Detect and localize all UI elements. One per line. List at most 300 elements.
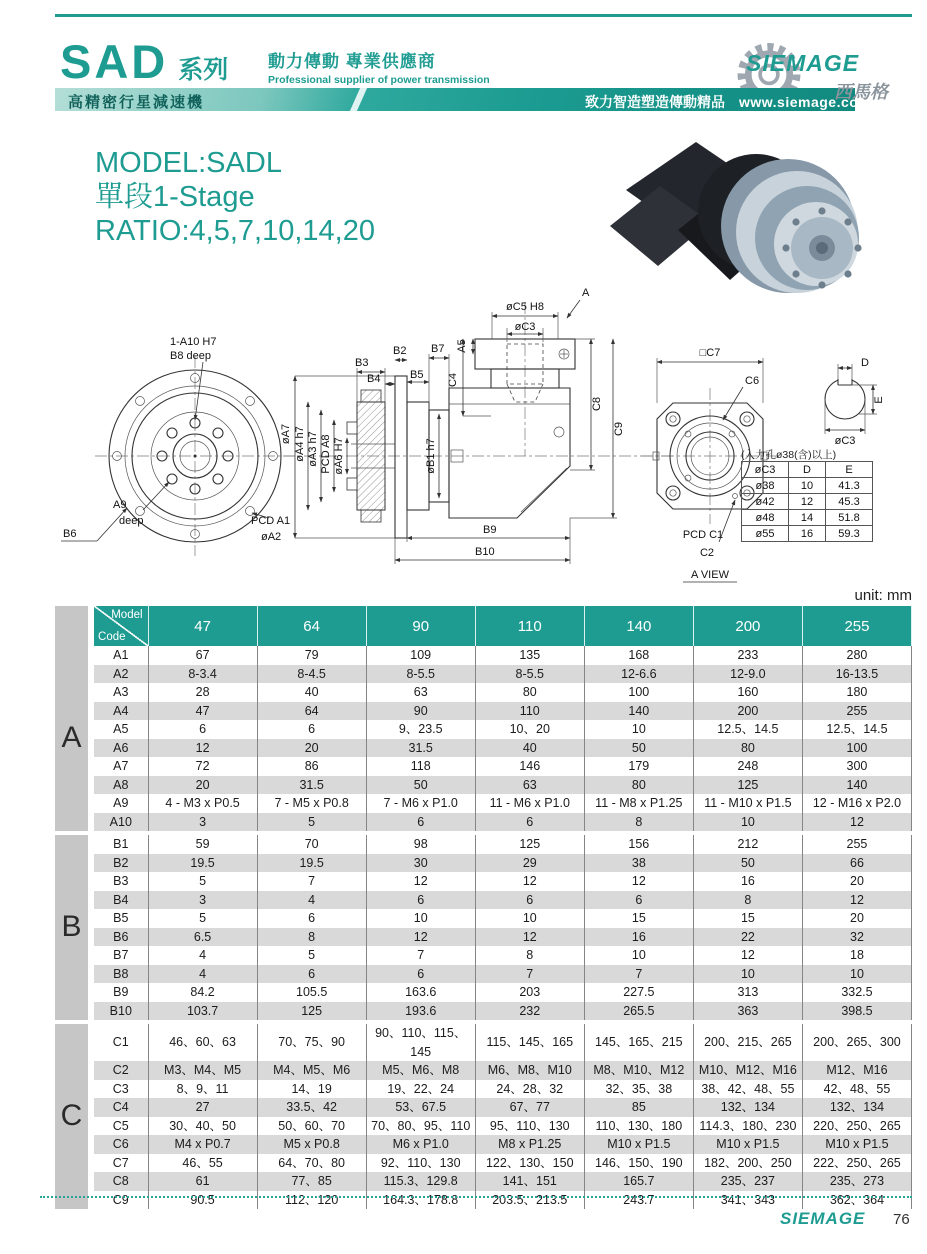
- row-code: B10: [91, 1002, 148, 1021]
- spec-cell: 8-4.5: [257, 665, 366, 684]
- dim-label-fv-hole: 1-A10 H7: [170, 336, 217, 348]
- row-code: A6: [91, 739, 148, 758]
- model-name: MODEL:SADL: [95, 147, 282, 179]
- band-subtitle-right: [585, 92, 871, 112]
- table-row: [55, 928, 912, 947]
- series-title: [60, 34, 228, 89]
- bore-cell: 14: [789, 510, 826, 526]
- table-row: [55, 1191, 912, 1210]
- section-label: A: [55, 646, 91, 831]
- table-row: [55, 1117, 912, 1136]
- section-view: [280, 287, 675, 564]
- spec-cell: 38: [584, 854, 693, 873]
- dim-label-d: D: [861, 357, 869, 369]
- spec-cell: M10 x P1.5: [584, 1135, 693, 1154]
- view-pointer-a: A: [582, 287, 590, 299]
- spec-cell: 220、250、265: [802, 1117, 911, 1136]
- spec-cell: 50: [584, 739, 693, 758]
- spec-cell: 46、55: [148, 1154, 257, 1173]
- spec-cell: 193.6: [366, 1002, 475, 1021]
- spec-cell: 64、70、80: [257, 1154, 366, 1173]
- bore-cell: 16: [789, 526, 826, 542]
- spec-cell: 180: [802, 683, 911, 702]
- table-row: [55, 1098, 912, 1117]
- table-row: [55, 1172, 912, 1191]
- spec-cell: 12: [366, 872, 475, 891]
- spec-cell: 85: [584, 1098, 693, 1117]
- spec-cell: 200、265、300: [802, 1024, 911, 1061]
- spec-cell: 280: [802, 646, 911, 665]
- spec-cell: 203: [475, 983, 584, 1002]
- spec-cell: 8: [257, 928, 366, 947]
- spec-cell: M8 x P1.25: [475, 1135, 584, 1154]
- spec-cell: 10、20: [475, 720, 584, 739]
- table-row: [55, 646, 912, 665]
- spec-cell: M4、M5、M6: [257, 1061, 366, 1080]
- spec-cell: 33.5、42: [257, 1098, 366, 1117]
- tagline-cn: 動力傳動 專業供應商: [268, 52, 436, 71]
- spec-cell: 110、130、180: [584, 1117, 693, 1136]
- spec-cell: 10: [584, 720, 693, 739]
- spec-cell: 110: [475, 702, 584, 721]
- spec-cell: 29: [475, 854, 584, 873]
- bore-row: [742, 494, 873, 510]
- spec-cell: 84.2: [148, 983, 257, 1002]
- dim-label-b10: B10: [475, 546, 495, 558]
- spec-cell: 90: [366, 702, 475, 721]
- row-code: A8: [91, 776, 148, 795]
- table-row: [55, 983, 912, 1002]
- page-number: 76: [893, 1211, 910, 1228]
- spec-cell: 20: [257, 739, 366, 758]
- spec-cell: 19.5: [148, 854, 257, 873]
- row-code: A5: [91, 720, 148, 739]
- bore-cell: ø42: [742, 494, 789, 510]
- row-code: B6: [91, 928, 148, 947]
- spec-cell: 243.7: [584, 1191, 693, 1210]
- table-row: [55, 1024, 912, 1061]
- spec-cell: 16: [693, 872, 802, 891]
- spec-cell: 156: [584, 835, 693, 854]
- spec-cell: 12: [802, 891, 911, 910]
- spec-cell: 140: [584, 702, 693, 721]
- spec-cell: M5、M6、M8: [366, 1061, 475, 1080]
- bore-cell: 41.3: [826, 478, 873, 494]
- bore-cell: 59.3: [826, 526, 873, 542]
- spec-cell: 6: [257, 965, 366, 984]
- table-row: [55, 739, 912, 758]
- spec-cell: 95、110、130: [475, 1117, 584, 1136]
- spec-cell: 341、343: [693, 1191, 802, 1210]
- spec-cell: 6: [366, 965, 475, 984]
- spec-cell: 20: [802, 872, 911, 891]
- spec-cell: 12 - M16 x P2.0: [802, 794, 911, 813]
- spec-cell: 146、150、190: [584, 1154, 693, 1173]
- bore-column-header: øC3: [742, 462, 789, 478]
- dim-label-pcd-a1: PCD A1: [251, 515, 291, 527]
- spec-cell: 125: [475, 835, 584, 854]
- spec-cell: 80: [475, 683, 584, 702]
- spec-cell: 3: [148, 891, 257, 910]
- spec-cell: 79: [257, 646, 366, 665]
- spec-cell: 40: [475, 739, 584, 758]
- dim-label-c4: C4: [447, 372, 459, 388]
- spec-section-A: [55, 646, 912, 831]
- spec-cell: 135: [475, 646, 584, 665]
- spec-cell: 15: [693, 909, 802, 928]
- column-header: 64: [257, 606, 366, 646]
- spec-cell: 140: [802, 776, 911, 795]
- row-code: B3: [91, 872, 148, 891]
- row-code: C9: [91, 1191, 148, 1210]
- bore-cell: 12: [789, 494, 826, 510]
- spec-cell: 12-9.0: [693, 665, 802, 684]
- spec-cell: M8、M10、M12: [584, 1061, 693, 1080]
- spec-cell: 362、364: [802, 1191, 911, 1210]
- row-code: B5: [91, 909, 148, 928]
- dim-label-c8: C8: [591, 396, 603, 412]
- column-header: 200: [693, 606, 802, 646]
- spec-cell: 50、60、70: [257, 1117, 366, 1136]
- dim-label-b6: B6: [63, 528, 77, 540]
- spec-cell: 255: [802, 835, 911, 854]
- dim-label-c5: øC5 H8: [506, 301, 544, 313]
- technical-drawing: [55, 284, 927, 588]
- spec-cell: 212: [693, 835, 802, 854]
- spec-cell: 8、9、11: [148, 1080, 257, 1099]
- spec-cell: 66: [802, 854, 911, 873]
- spec-cell: M6 x P1.0: [366, 1135, 475, 1154]
- row-code: B7: [91, 946, 148, 965]
- website-link[interactable]: www.siemage.com: [739, 94, 872, 110]
- dim-label-b3: B3: [355, 357, 369, 369]
- row-code: B8: [91, 965, 148, 984]
- spec-cell: 200、215、265: [693, 1024, 802, 1061]
- row-code: C4: [91, 1098, 148, 1117]
- corner-cell: [91, 606, 148, 646]
- dim-label-fv-hole2: B8 deep: [170, 350, 211, 362]
- spec-cell: 14、19: [257, 1080, 366, 1099]
- model-ratio: RATIO:4,5,7,10,14,20: [95, 215, 375, 247]
- band-slash: [349, 86, 368, 113]
- table-row: [55, 946, 912, 965]
- spec-cell: 90、110、115、145: [366, 1024, 475, 1061]
- shaft-detail: [825, 357, 885, 447]
- spec-cell: 50: [693, 854, 802, 873]
- spec-cell: 4 - M3 x P0.5: [148, 794, 257, 813]
- spec-cell: 313: [693, 983, 802, 1002]
- row-code: C2: [91, 1061, 148, 1080]
- spec-cell: 12-6.6: [584, 665, 693, 684]
- table-row: [55, 872, 912, 891]
- band-slogan: 致力智造塑造傳動精品: [585, 94, 725, 110]
- bore-cell: 51.8: [826, 510, 873, 526]
- spec-cell: 16-13.5: [802, 665, 911, 684]
- spec-cell: 10: [366, 909, 475, 928]
- spec-cell: 8: [693, 891, 802, 910]
- spec-cell: 53、67.5: [366, 1098, 475, 1117]
- spec-cell: 12: [366, 928, 475, 947]
- spec-cell: 160: [693, 683, 802, 702]
- spec-cell: 19、22、24: [366, 1080, 475, 1099]
- section-label: C: [55, 1024, 91, 1209]
- row-code: B1: [91, 835, 148, 854]
- table-row: [55, 891, 912, 910]
- spec-cell: 67、77: [475, 1098, 584, 1117]
- tagline-en: Professional supplier of power transmission: [268, 74, 490, 86]
- spec-cell: 6: [584, 891, 693, 910]
- view-title-a-view: A VIEW: [691, 569, 729, 581]
- spec-cell: 6.5: [148, 928, 257, 947]
- spec-cell: 77、85: [257, 1172, 366, 1191]
- band-subtitle-left: 高精密行星減速機: [68, 94, 205, 111]
- bore-cell: 45.3: [826, 494, 873, 510]
- spec-cell: 10: [475, 909, 584, 928]
- column-header: 90: [366, 606, 475, 646]
- spec-cell: 31.5: [257, 776, 366, 795]
- corner-model: Model: [111, 609, 143, 621]
- spec-cell: 10: [693, 965, 802, 984]
- corner-code: Code: [98, 631, 126, 643]
- spec-cell: 8-5.5: [475, 665, 584, 684]
- column-header: 140: [584, 606, 693, 646]
- row-code: C8: [91, 1172, 148, 1191]
- dim-label-b5: B5: [410, 369, 424, 381]
- spec-cell: 300: [802, 757, 911, 776]
- spec-cell: 235、273: [802, 1172, 911, 1191]
- spec-cell: 11 - M10 x P1.5: [693, 794, 802, 813]
- spec-cell: 5: [148, 909, 257, 928]
- spec-cell: 10: [584, 946, 693, 965]
- spec-cell: 12: [148, 739, 257, 758]
- spec-cell: 168: [584, 646, 693, 665]
- dim-label-oa2: øA2: [261, 531, 282, 543]
- row-code: C3: [91, 1080, 148, 1099]
- brand-wordmark: SIEMAGE: [746, 50, 860, 76]
- spec-cell: 6: [475, 813, 584, 832]
- spec-cell: 112、120: [257, 1191, 366, 1210]
- spec-cell: 38、42、48、55: [693, 1080, 802, 1099]
- spec-cell: 232: [475, 1002, 584, 1021]
- dim-label-a6: øA6 H7: [333, 437, 345, 475]
- table-row: [55, 1002, 912, 1021]
- model-stage: 單段1-Stage: [95, 181, 255, 213]
- dim-label-a9: A9: [113, 499, 127, 511]
- header-band: [55, 88, 872, 111]
- series-suffix: 系列: [178, 56, 229, 84]
- bore-cell: 10: [789, 478, 826, 494]
- row-code: B4: [91, 891, 148, 910]
- bore-cell: ø48: [742, 510, 789, 526]
- spec-cell: 265.5: [584, 1002, 693, 1021]
- table-row: [55, 835, 912, 854]
- footer-brand: SIEMAGE: [780, 1209, 866, 1228]
- spec-cell: 12: [693, 946, 802, 965]
- spec-cell: 47: [148, 702, 257, 721]
- spec-cell: 233: [693, 646, 802, 665]
- bore-cell: ø55: [742, 526, 789, 542]
- section-label: B: [55, 835, 91, 1020]
- row-code: C5: [91, 1117, 148, 1136]
- spec-cell: 7: [475, 965, 584, 984]
- dim-label-c3: øC3: [514, 321, 536, 333]
- unit-label: unit: mm: [854, 587, 912, 604]
- dim-label-pcd-c1: PCD C1: [682, 529, 724, 541]
- dim-label-a4: øA4 h7: [294, 426, 306, 462]
- spec-cell: 114.3、180、230: [693, 1117, 802, 1136]
- spec-cell: 332.5: [802, 983, 911, 1002]
- spec-cell: 61: [148, 1172, 257, 1191]
- spec-cell: 63: [366, 683, 475, 702]
- dim-label-a8: PCD A8: [320, 434, 332, 474]
- spec-cell: 72: [148, 757, 257, 776]
- spec-cell: 12.5、14.5: [693, 720, 802, 739]
- table-row: [55, 1061, 912, 1080]
- row-code: B2: [91, 854, 148, 873]
- spec-cell: 141、151: [475, 1172, 584, 1191]
- spec-cell: M3、M4、M5: [148, 1061, 257, 1080]
- section-band-header: [55, 606, 91, 646]
- spec-cell: 18: [802, 946, 911, 965]
- table-row: [55, 776, 912, 795]
- spec-cell: 255: [802, 702, 911, 721]
- bore-row: [742, 510, 873, 526]
- table-row: [55, 1135, 912, 1154]
- spec-cell: 227.5: [584, 983, 693, 1002]
- spec-cell: 6: [366, 891, 475, 910]
- spec-cell: 145、165、215: [584, 1024, 693, 1061]
- spec-cell: 200: [693, 702, 802, 721]
- dim-label-deep: deep: [119, 515, 144, 527]
- spec-cell: 9、23.5: [366, 720, 475, 739]
- front-view: [61, 336, 295, 556]
- spec-cell: 12: [475, 872, 584, 891]
- spec-cell: 59: [148, 835, 257, 854]
- brand-wordmark-cn: 西馬格: [834, 82, 888, 102]
- spec-cell: 7: [257, 872, 366, 891]
- table-row: [55, 757, 912, 776]
- spec-cell: 100: [584, 683, 693, 702]
- top-rule: [55, 14, 912, 17]
- spec-cell: 8: [584, 813, 693, 832]
- spec-cell: M10 x P1.5: [693, 1135, 802, 1154]
- spec-cell: 63: [475, 776, 584, 795]
- spec-cell: 86: [257, 757, 366, 776]
- table-row: [55, 794, 912, 813]
- spec-cell: 64: [257, 702, 366, 721]
- dim-label-b4: B4: [367, 373, 381, 385]
- spec-cell: 40: [257, 683, 366, 702]
- spec-cell: 80: [693, 739, 802, 758]
- spec-cell: 164.3、178.8: [366, 1191, 475, 1210]
- spec-cell: 12: [584, 872, 693, 891]
- spec-cell: 7: [584, 965, 693, 984]
- spec-cell: M12、M16: [802, 1061, 911, 1080]
- spec-cell: 4: [148, 965, 257, 984]
- spec-cell: 32: [802, 928, 911, 947]
- spec-cell: 70、80、95、110: [366, 1117, 475, 1136]
- spec-cell: 12: [802, 813, 911, 832]
- spec-cell: M4 x P0.7: [148, 1135, 257, 1154]
- spec-cell: 12.5、14.5: [802, 720, 911, 739]
- spec-cell: 398.5: [802, 1002, 911, 1021]
- spec-cell: 10: [802, 965, 911, 984]
- spec-cell: 90.5: [148, 1191, 257, 1210]
- spec-cell: 28: [148, 683, 257, 702]
- spec-cell: 4: [148, 946, 257, 965]
- bore-column-header: E: [826, 462, 873, 478]
- spec-cell: M5 x P0.8: [257, 1135, 366, 1154]
- spec-cell: 163.6: [366, 983, 475, 1002]
- company-tagline: [268, 47, 490, 86]
- spec-header-row: [55, 606, 912, 646]
- spec-cell: 5: [257, 813, 366, 832]
- bore-row: [742, 478, 873, 494]
- spec-cell: 30、40、50: [148, 1117, 257, 1136]
- spec-cell: 6: [366, 813, 475, 832]
- model-info: [95, 146, 375, 248]
- spec-cell: 6: [257, 909, 366, 928]
- dim-label-b7: B7: [431, 343, 445, 355]
- spec-cell: 30: [366, 854, 475, 873]
- spec-cell: 20: [802, 909, 911, 928]
- spec-cell: 105.5: [257, 983, 366, 1002]
- spec-cell: 118: [366, 757, 475, 776]
- table-row: [55, 813, 912, 832]
- spec-cell: 146: [475, 757, 584, 776]
- spec-cell: 5: [257, 946, 366, 965]
- table-row: [55, 854, 912, 873]
- spec-cell: 7 - M5 x P0.8: [257, 794, 366, 813]
- dim-label-e: E: [873, 396, 885, 404]
- spec-cell: 10: [693, 813, 802, 832]
- row-code: C1: [91, 1024, 148, 1061]
- row-code: A3: [91, 683, 148, 702]
- input-bore-table: [741, 461, 873, 542]
- spec-cell: 46、60、63: [148, 1024, 257, 1061]
- spec-cell: 70: [257, 835, 366, 854]
- row-code: A4: [91, 702, 148, 721]
- spec-cell: 3: [148, 813, 257, 832]
- spec-cell: 363: [693, 1002, 802, 1021]
- table-row: [55, 683, 912, 702]
- bore-row: [742, 526, 873, 542]
- dim-label-c2: C2: [699, 547, 715, 559]
- column-header: 255: [802, 606, 911, 646]
- dim-label-b1: øB1 h7: [425, 438, 437, 474]
- spec-cell: 12: [475, 928, 584, 947]
- spec-cell: M10、M12、M16: [693, 1061, 802, 1080]
- spec-cell: 125: [257, 1002, 366, 1021]
- spec-cell: 115、145、165: [475, 1024, 584, 1061]
- spec-cell: 6: [148, 720, 257, 739]
- spec-table: [55, 606, 912, 1209]
- row-code: A1: [91, 646, 148, 665]
- spec-cell: 103.7: [148, 1002, 257, 1021]
- spec-cell: 67: [148, 646, 257, 665]
- dim-label-a3: øA3 h7: [307, 431, 319, 467]
- spec-cell: 31.5: [366, 739, 475, 758]
- spec-cell: 20: [148, 776, 257, 795]
- table-row: [55, 1154, 912, 1173]
- table-row: [55, 909, 912, 928]
- spec-cell: 11 - M6 x P1.0: [475, 794, 584, 813]
- spec-cell: 98: [366, 835, 475, 854]
- dim-label-c9: C9: [613, 421, 625, 437]
- spec-cell: 32、35、38: [584, 1080, 693, 1099]
- spec-cell: 109: [366, 646, 475, 665]
- spec-cell: 222、250、265: [802, 1154, 911, 1173]
